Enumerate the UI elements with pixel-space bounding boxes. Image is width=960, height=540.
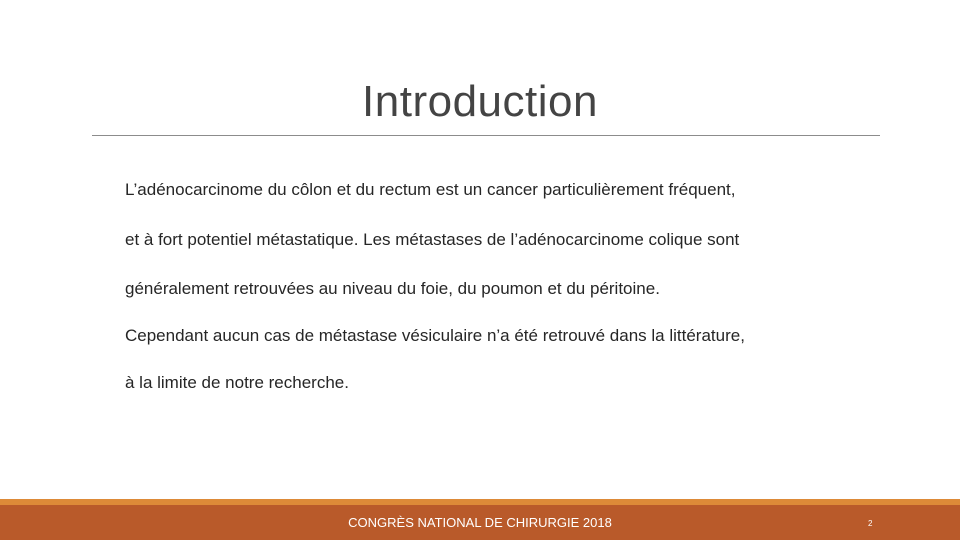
body-text-line: Cependant aucun cas de métastase vésiculaire n’a été retrouvé dans la littérature, (125, 326, 745, 345)
title-divider (92, 135, 880, 136)
footer-title: CONGRÈS NATIONAL DE CHIRURGIE 2018 (348, 515, 612, 530)
slide-title: Introduction (362, 77, 598, 126)
body-text-line: et à fort potentiel métastatique. Les métastases de l’adénocarcinome colique sont (125, 230, 740, 249)
page-number: 2 (868, 519, 873, 528)
body-text-line: L’adénocarcinome du côlon et du rectum est un cancer particulièrement fréquent, (125, 180, 736, 199)
body-text-line: généralement retrouvées au niveau du foie, du poumon et du péritoine. (125, 279, 660, 298)
body-text-line: à la limite de notre recherche. (125, 373, 349, 392)
